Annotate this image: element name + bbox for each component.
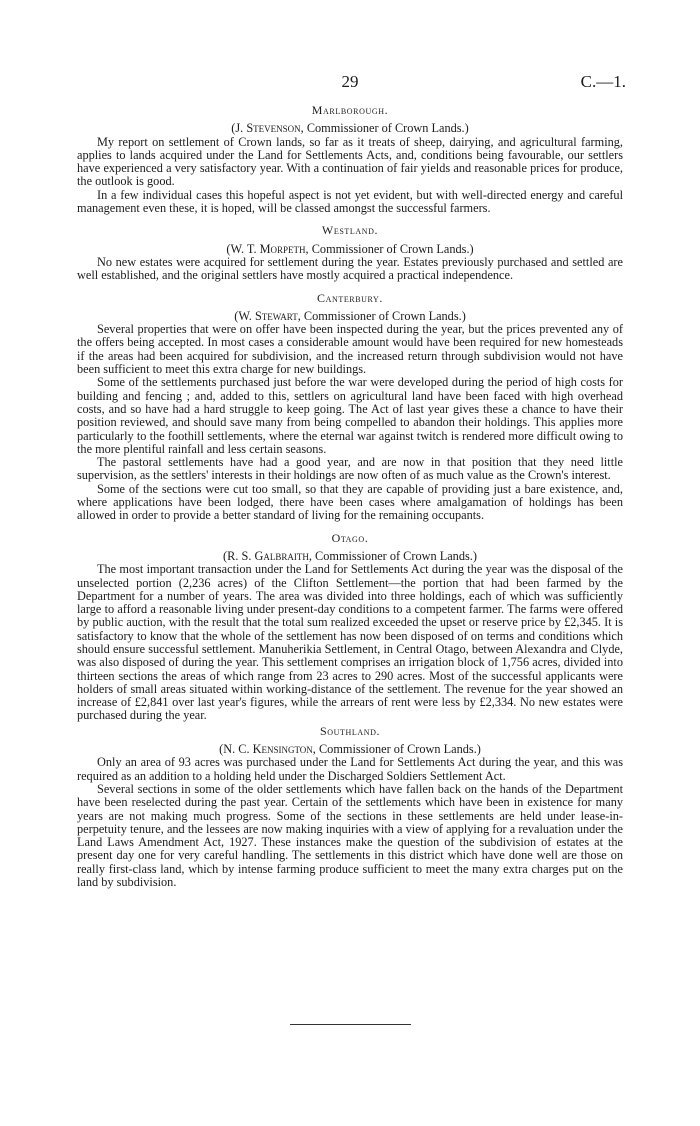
footer-divider xyxy=(290,1024,411,1025)
section-marlborough xyxy=(77,104,623,215)
commissioner-name: W. T. Morpeth, xyxy=(230,241,309,256)
page-number: 29 xyxy=(341,72,359,91)
commissioner-name: J. Stevenson, xyxy=(235,121,304,136)
commissioner-line: (R. S. Galbraith, Commissioner of Crown Lands.) xyxy=(223,548,477,563)
paragraph: No new estates were acquired for settlement during the year. Estates previously purchased and settled are well established, and the original settlers have mostly acquired a practical independence. xyxy=(77,254,623,283)
section-otago xyxy=(77,532,623,723)
commissioner-title: Commissioner of Crown Lands.) xyxy=(303,308,466,323)
commissioner-title: Commissioner of Crown Lands.) xyxy=(318,742,481,757)
paragraph: Some of the sections were cut too small, so that they are capable of providing just a bare existence, and, where applications have been lodged, there have been cases where amalgamation of holdings has been allowed in order to provide a better standard of living for the remaining occupants. xyxy=(77,481,623,523)
commissioner-line: (J. Stevenson, Commissioner of Crown Lands.) xyxy=(231,121,469,136)
district-heading: Canterbury. xyxy=(316,290,384,305)
district-heading: Westland. xyxy=(321,223,379,238)
paragraph: Several properties that were on offer have been inspected during the year, but the prices prevented any of the offers being accepted. In most cases a considerable amount would have been required for new homesteads if the areas had been acquired for subdivision, and the increased return through subdivision would not have been sufficient to meet this extra charge for new buildings. xyxy=(77,322,623,377)
paragraph: Some of the settlements purchased just before the war were developed during the period of high costs for building and fencing ; and, added to this, settlers on agricultural land have been faced with high overhead costs, and so have had a hard struggle to keep going. The Act of last year gives these a chance to have their position reviewed, and should save many from being compelled to abandon their holdings. This applies more particularly to the foothill settlements, where the eternal war against twitch is rendered more difficult owing to the more plentiful rainfall and less certain seasons. xyxy=(77,375,623,456)
paragraph: My report on settlement of Crown lands, so far as it treats of sheep, dairying, and agricultural farming, applies to lands acquired under the Land for Settlements Acts, and, conditions being favourable, our settlers have experienced a very satisfactory year. With a continuation of fair yields and reasonable prices for produce, the outlook is good. xyxy=(77,134,623,189)
section-westland xyxy=(77,224,623,282)
commissioner-name: W. Stewart, xyxy=(238,308,301,323)
district-heading: Marlborough. xyxy=(311,103,389,117)
commissioner-line: (W. T. Morpeth, Commissioner of Crown Lands.) xyxy=(226,241,474,256)
paragraph: The most important transaction under the Land for Settlements Act during the year was the disposal of the unselected portion (2,236 acres) of the Clifton Settlement—the portion that had been farmed by the Department for a number of years. The area was divided into three holdings, each of which was sufficiently large to afford a reasonable living under present-day conditions to a competent farmer. The farms were offered by public auction, with the result that the total sum realized exceeded the upset or reserve price by £2,345. It is satisfactory to know that the whole of the settlement has now been disposed of on terms and conditions which should ensure successful settlement. Manuherikia Settlement, in Central Otago, between Alexandra and Clyde, was also disposed of during the year. This settlement comprises an irrigation block of 1,756 acres, divided into thirteen sections the areas of which range from 23 acres to 290 acres. Most of the successful applicants were holders of small areas situated within working-distance of the settlement. The revenue for the year showed an increase of £2,841 over last year's figures, while the arrears of rent were less by £2,334. No new estates were purchased during the year. xyxy=(77,562,623,723)
commissioner-title: Commissioner of Crown Lands.) xyxy=(311,241,474,256)
commissioner-line: (W. Stewart, Commissioner of Crown Lands.) xyxy=(234,308,466,323)
commissioner-name: N. C. Kensington, xyxy=(223,742,316,757)
district-heading: Southland. xyxy=(319,723,381,738)
paragraph: In a few individual cases this hopeful aspect is not yet evident, but with well-directed energy and careful management even these, it is hoped, will be classed amongst the successful farmers. xyxy=(77,187,623,216)
district-heading: Otago. xyxy=(331,530,369,545)
section-southland xyxy=(77,725,623,890)
commissioner-name: R. S. Galbraith, xyxy=(227,548,312,563)
report-body xyxy=(77,104,623,898)
paragraph: The pastoral settlements have had a good year, and are now in that position that they need little supervision, as the settlers' interests in their holdings are now often of as much value as the Crown's interest. xyxy=(77,455,623,483)
commissioner-title: Commissioner of Crown Lands.) xyxy=(306,121,469,136)
document-reference: C.—1. xyxy=(580,72,626,91)
paragraph: Only an area of 93 acres was purchased under the Land for Settlements Act during the year, and this was required as an addition to a holding held under the Discharged Soldiers Settlement Act. xyxy=(77,755,623,783)
paragraph: Several sections in some of the older settlements which have fallen back on the hands of the Department have been reselected during the past year. Certain of the settlements which have been in existence for many years are not making much progress. Some of the sections in these settlements are held under lease-in-perpetuity tenure, and the lessees are now making inquiries with a view of applying for a revaluation under the Land Laws Amendment Act, 1927. These instances make the question of the subdivision of estates at the present day one for very careful handling. The settlements in this district which have done well are those on really first-class land, which by intense farming produce sufficient to meet the many extra charges put on the land by subdivision. xyxy=(77,781,623,890)
section-canterbury xyxy=(77,292,623,523)
commissioner-line: (N. C. Kensington, Commissioner of Crown Lands.) xyxy=(219,742,481,757)
commissioner-title: Commissioner of Crown Lands.) xyxy=(315,548,477,563)
